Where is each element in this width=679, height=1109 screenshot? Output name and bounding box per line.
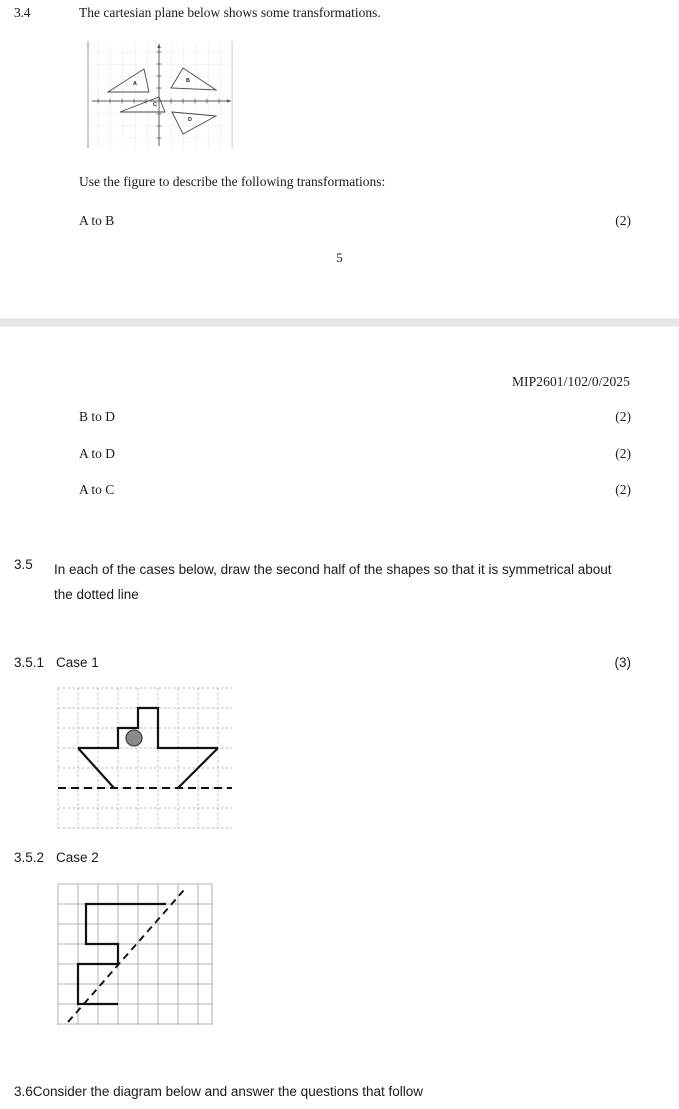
transformation-item-a-to-d: A to D [79, 446, 116, 461]
question-prompt-3-6: Consider the diagram below and answer the questions that follow [32, 1084, 424, 1099]
case-2-figure [56, 882, 214, 1027]
svg-text:C: C [153, 102, 157, 108]
question-3-6 [14, 1084, 423, 1099]
marks-a-to-c: (2) [615, 482, 631, 497]
question-number-3-5-2: 3.5.2 [14, 850, 45, 865]
svg-text:A: A [133, 81, 137, 87]
question-prompt-3-5: In each of the cases below, draw the second half of the shapes so that it is symmetrical about the dotted line [54, 562, 612, 602]
marks-a-to-d: (2) [615, 446, 631, 461]
marks-case-1: (3) [614, 655, 631, 670]
transformation-item-a-to-b: A to B [79, 213, 115, 228]
question-prompt-3-4: The cartesian plane below shows some transformations. [79, 5, 381, 20]
page-number: 5 [336, 250, 343, 265]
case-1-figure [56, 686, 234, 831]
question-number-3-6: 3.6 [14, 1084, 33, 1099]
document-code-header: MIP2601/102/0/2025 [511, 374, 630, 389]
case-1-label: Case 1 [56, 655, 99, 670]
transformation-item-b-to-d: B to D [79, 409, 116, 424]
question-number-3-4: 3.4 [14, 5, 31, 20]
cartesian-plane-figure [86, 40, 234, 148]
case-2-label: Case 2 [56, 850, 99, 865]
svg-text:B: B [186, 78, 190, 84]
instruction-3-4: Use the figure to describe the following transformations: [79, 174, 386, 189]
marks-a-to-b: (2) [615, 213, 631, 228]
transformation-item-a-to-c: A to C [79, 482, 115, 497]
question-number-3-5: 3.5 [14, 557, 33, 572]
marks-b-to-d: (2) [615, 409, 631, 424]
svg-text:D: D [188, 117, 192, 123]
question-number-3-5-1: 3.5.1 [14, 655, 45, 670]
page-separator [0, 318, 679, 327]
